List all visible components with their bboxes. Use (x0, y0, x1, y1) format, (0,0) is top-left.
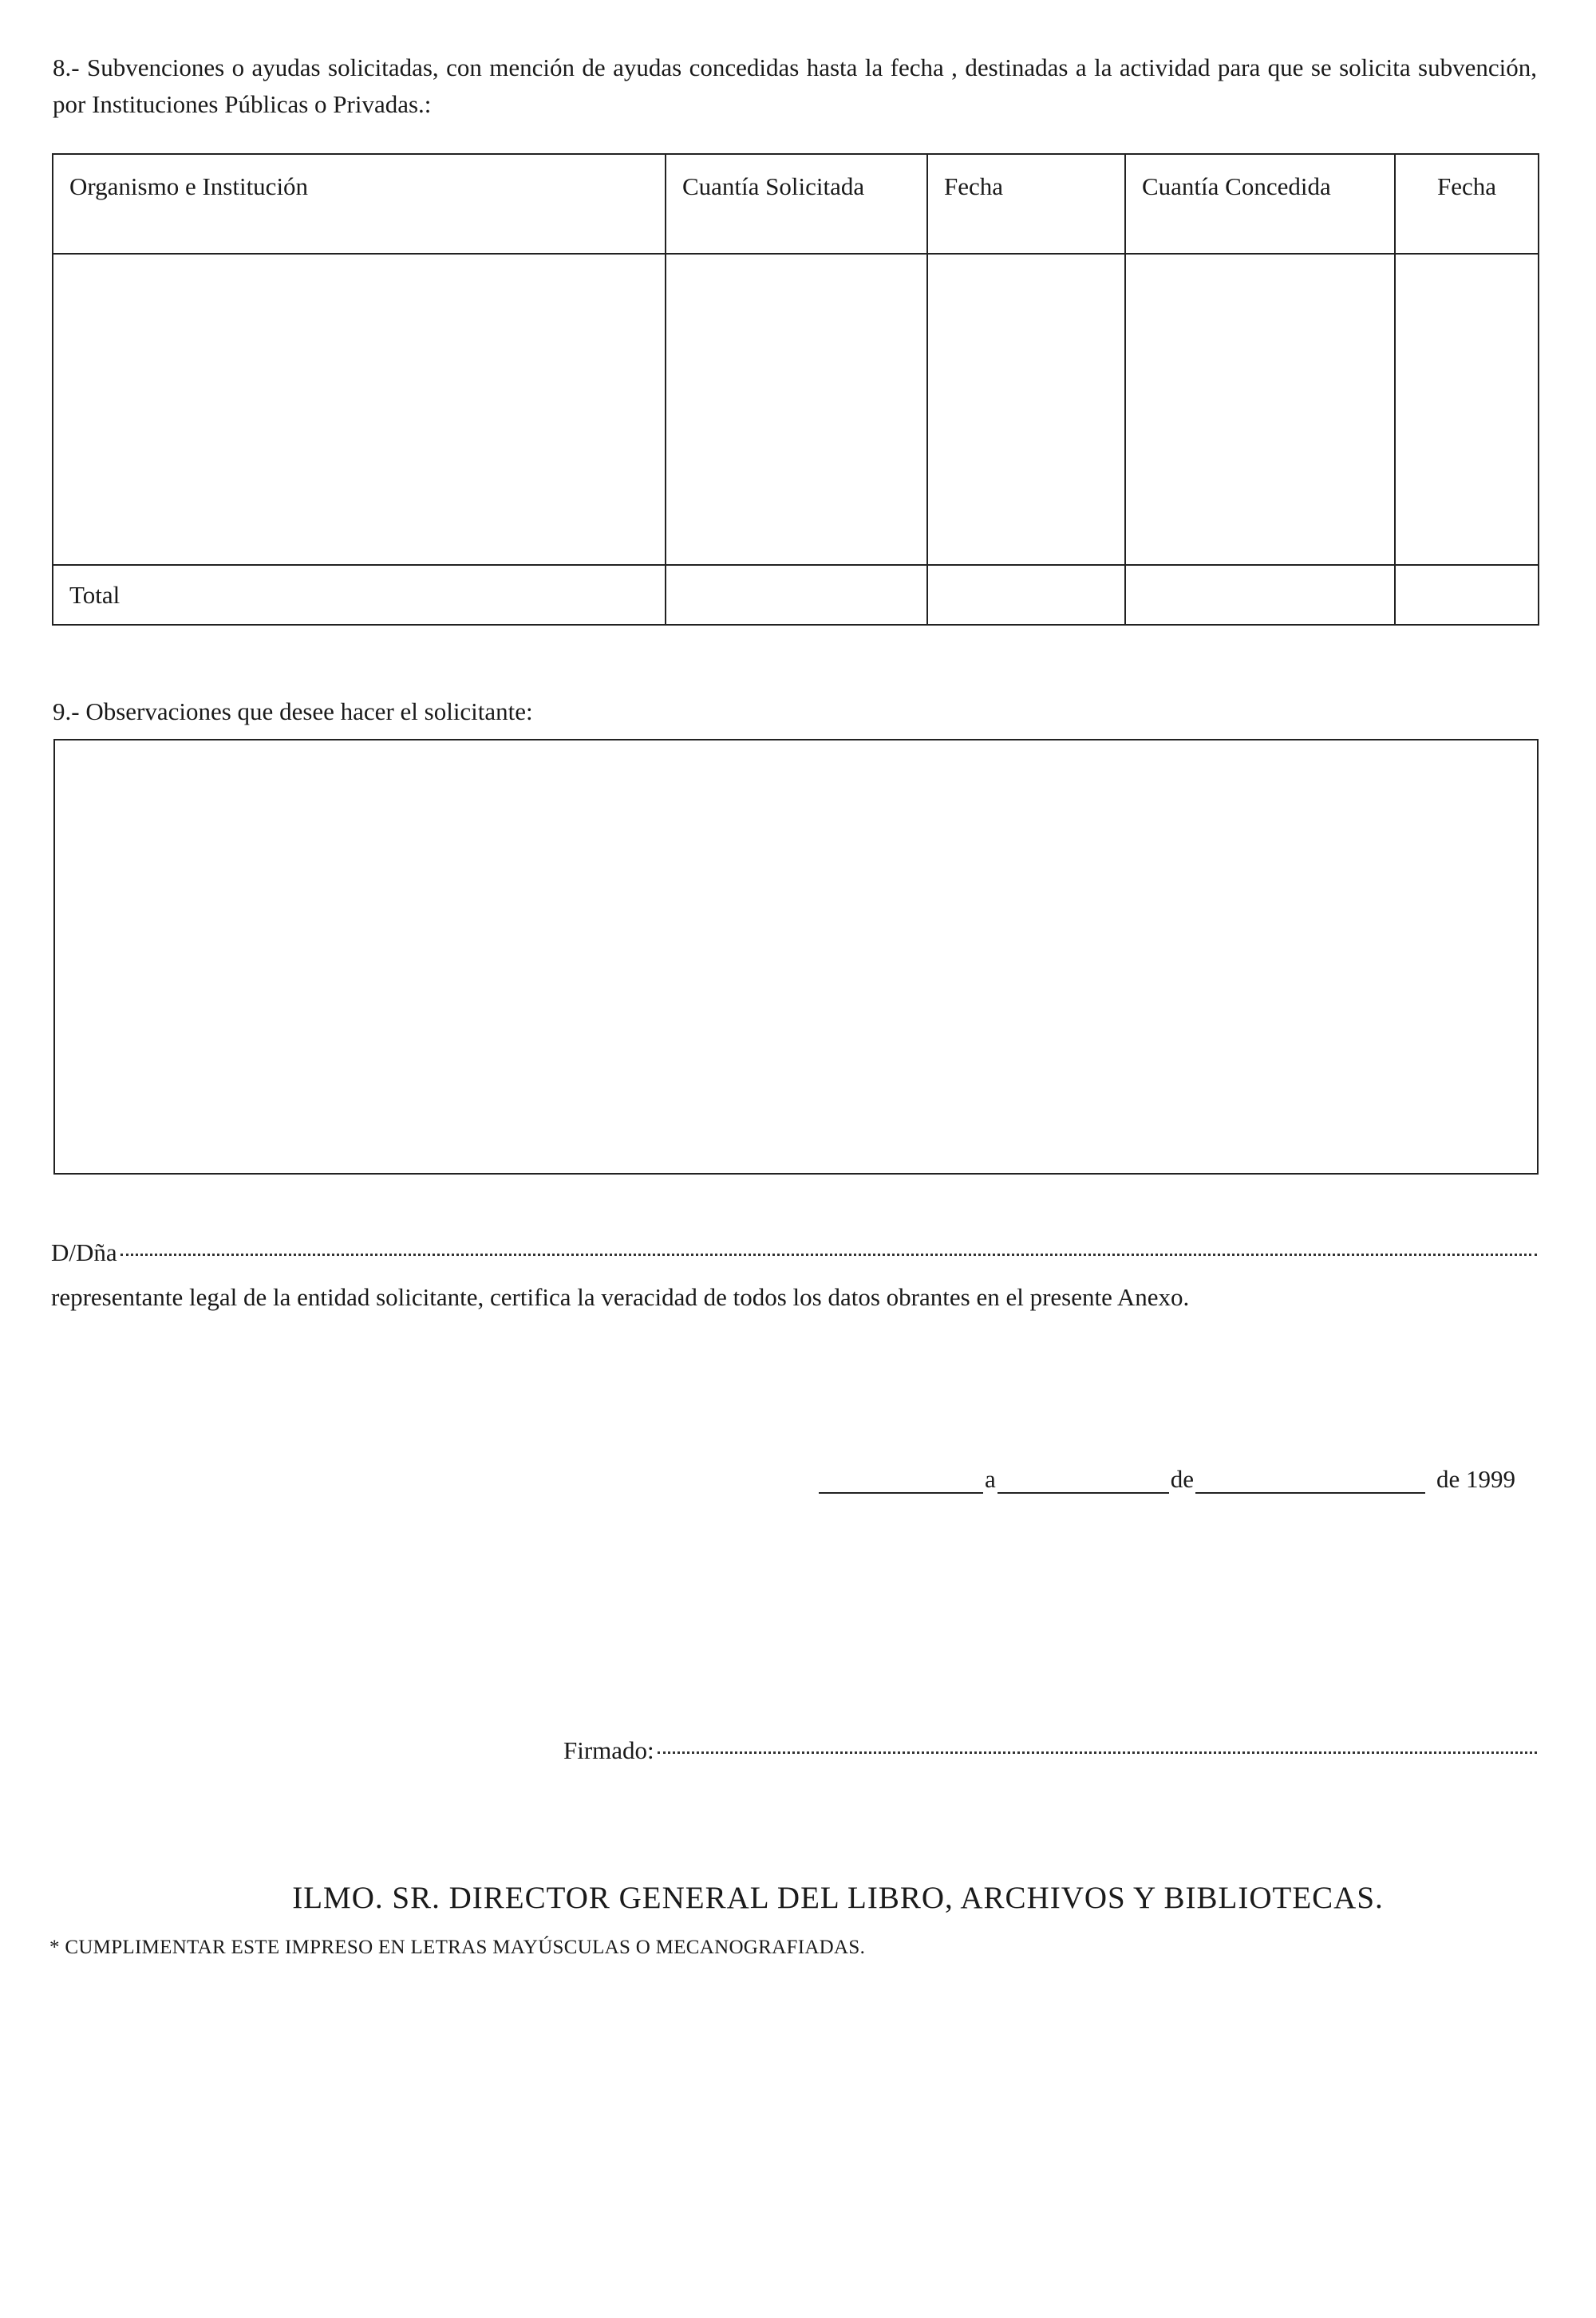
addressee: ILMO. SR. DIRECTOR GENERAL DEL LIBRO, ARCHIVOS Y BIBLIOTECAS. (292, 1881, 1384, 1915)
day-blank[interactable] (998, 1468, 1169, 1494)
column-header-cuantia-concedida: Cuantía Concedida (1125, 154, 1395, 254)
footnote: * CUMPLIMENTAR ESTE IMPRESO EN LETRAS MAYÚSCULAS O MECANOGRAFIADAS. (49, 1937, 866, 1958)
subsidies-table (52, 153, 1539, 626)
table-total-row (53, 565, 1539, 625)
cuantia-solicitada-cell[interactable] (666, 254, 927, 565)
column-header-fecha-concesion: Fecha (1395, 154, 1539, 254)
total-cuantia-solicitada-cell[interactable] (666, 565, 927, 625)
name-field[interactable] (120, 1254, 1537, 1256)
column-header-cuantia-solicitada: Cuantía Solicitada (666, 154, 927, 254)
column-header-organismo: Organismo e Institución (53, 154, 666, 254)
date-a-label: a (985, 1465, 996, 1493)
observations-box[interactable] (53, 739, 1539, 1175)
signature-field[interactable] (658, 1751, 1537, 1754)
section-8-intro: 8.- Subvenciones o ayudas solicitadas, con mención de ayudas concedidas hasta la fecha , destinadas a la actividad para que se solicita subvención, por Instituciones Públicas o Privadas.: (53, 53, 1537, 118)
month-blank[interactable] (1195, 1468, 1425, 1494)
table-entry-row (53, 254, 1539, 565)
total-cuantia-concedida-cell[interactable] (1125, 565, 1395, 625)
table-header-row (53, 154, 1539, 254)
date-line (819, 1457, 1537, 1494)
fecha-solicitud-cell[interactable] (927, 254, 1125, 565)
total-fecha-concesion-cell[interactable] (1395, 565, 1539, 625)
fecha-concesion-cell[interactable] (1395, 254, 1539, 565)
date-de-label: de (1170, 1465, 1195, 1493)
signature-label: Firmado: (563, 1736, 654, 1764)
organismo-cell[interactable] (53, 254, 666, 565)
cuantia-concedida-cell[interactable] (1125, 254, 1395, 565)
column-header-fecha-solicitud: Fecha (927, 154, 1125, 254)
name-line (51, 1238, 1537, 1274)
certification-text: representante legal de la entidad solicitante, certifica la veracidad de todos los datos obrantes en el presente Anexo. (51, 1283, 1190, 1311)
total-label: Total (53, 565, 666, 625)
section-9-label: 9.- Observaciones que desee hacer el solicitante: (53, 697, 533, 725)
place-blank[interactable] (819, 1468, 983, 1494)
name-label: D/Dña (51, 1238, 117, 1266)
signature-line (563, 1736, 1537, 1773)
date-year-label: de 1999 (1436, 1465, 1516, 1493)
total-fecha-solicitud-cell[interactable] (927, 565, 1125, 625)
